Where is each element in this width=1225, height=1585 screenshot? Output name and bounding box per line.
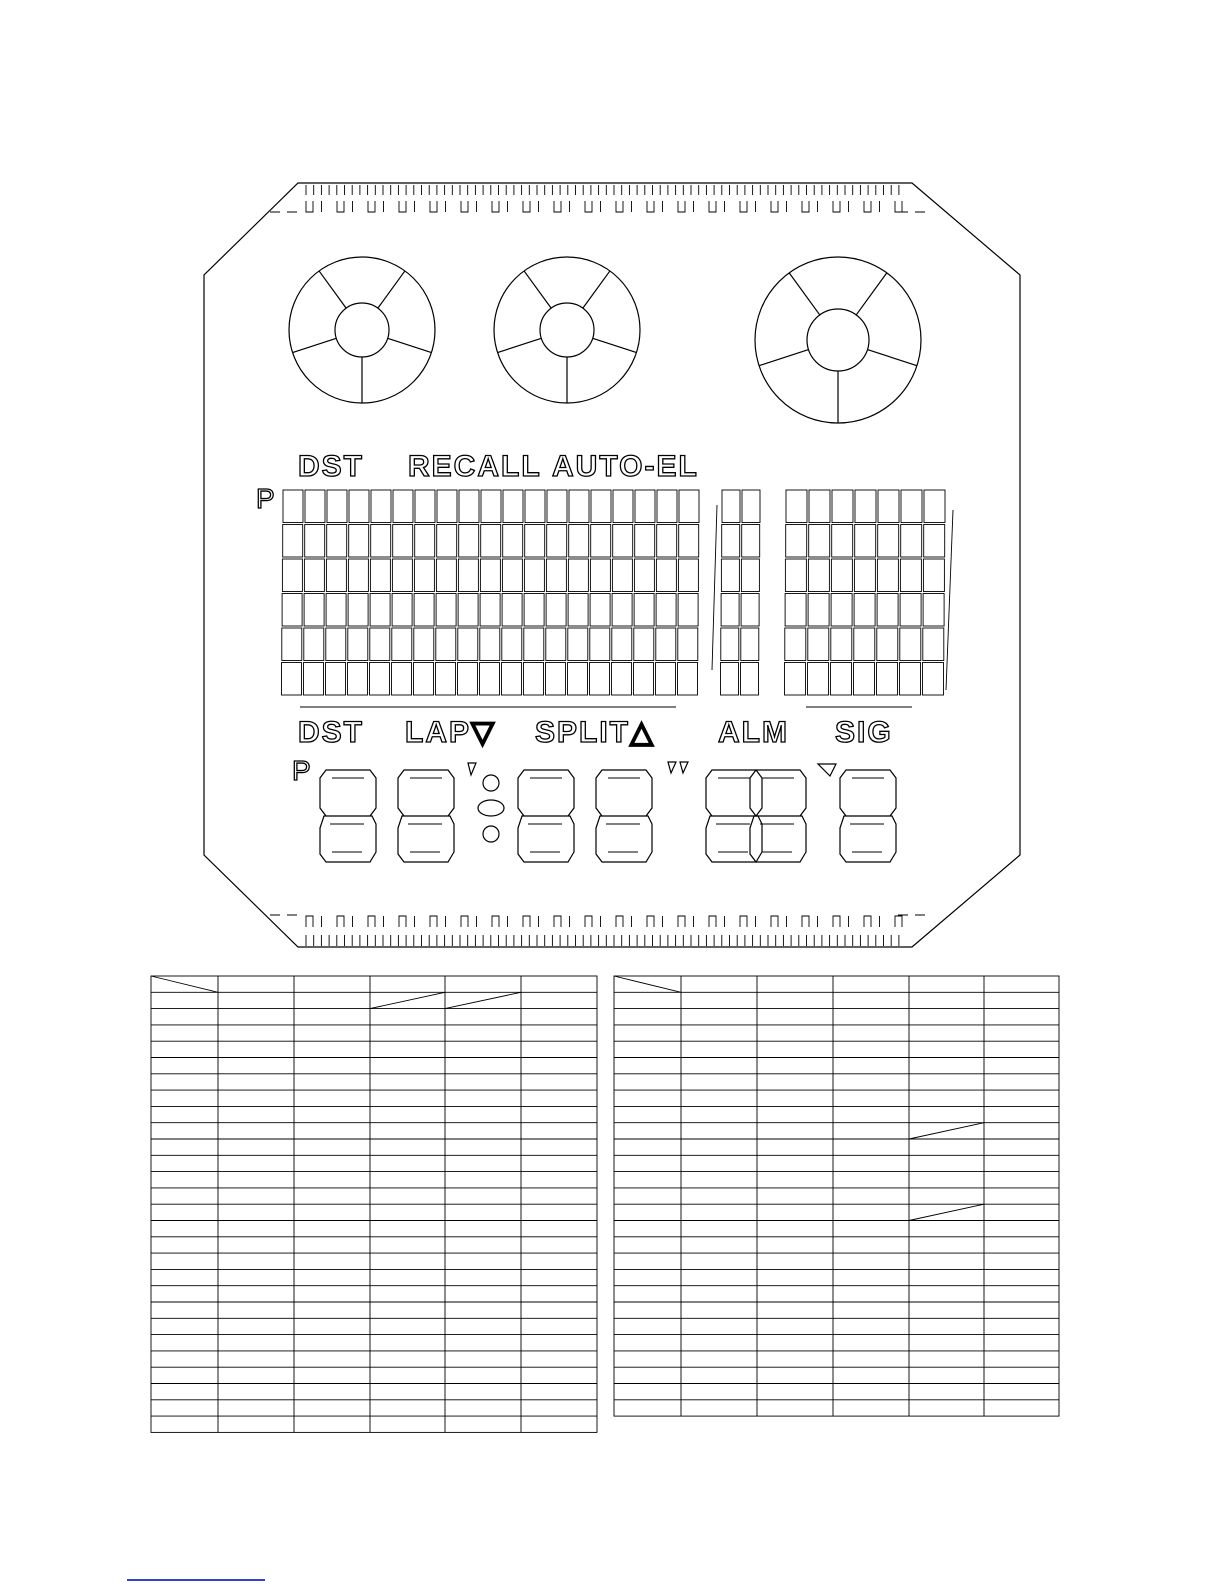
matrix-cell xyxy=(393,525,413,558)
matrix-cell xyxy=(722,490,740,523)
matrix-cell xyxy=(348,559,368,592)
matrix-cell xyxy=(591,525,611,558)
matrix-cell xyxy=(546,628,566,661)
matrix-cell xyxy=(348,628,368,661)
matrix-cell xyxy=(656,628,676,661)
matrix-cell xyxy=(832,490,853,523)
cell-diagonal xyxy=(909,1204,984,1220)
cell-diagonal xyxy=(445,992,521,1008)
matrix-cell xyxy=(437,525,457,558)
pin-row-top xyxy=(270,185,925,212)
segment-line xyxy=(528,778,562,852)
matrix-cell xyxy=(304,594,324,627)
triangle-indicator xyxy=(818,764,836,776)
matrix-cell xyxy=(525,525,545,558)
matrix-cell xyxy=(304,628,324,661)
pin-trace xyxy=(399,916,406,927)
matrix-cell xyxy=(481,490,501,523)
pin-trace xyxy=(678,916,685,927)
matrix-cell xyxy=(877,559,898,592)
table-header-diagonal xyxy=(151,976,218,992)
matrix-cell xyxy=(524,628,544,661)
pin-trace xyxy=(306,201,313,212)
pin-trace xyxy=(461,916,468,927)
matrix-cell xyxy=(634,559,654,592)
matrix-cell xyxy=(678,663,698,696)
matrix-cell xyxy=(283,525,303,558)
matrix-cell xyxy=(480,628,500,661)
matrix-cell xyxy=(741,663,759,696)
matrix-cell xyxy=(304,559,324,592)
matrix-cell xyxy=(678,594,698,627)
matrix-cell xyxy=(282,663,302,696)
matrix-cell xyxy=(656,559,676,592)
matrix-cell xyxy=(613,525,633,558)
pin-trace xyxy=(368,201,375,212)
matrix-cell xyxy=(568,559,588,592)
matrix-cell xyxy=(283,490,303,523)
matrix-cell xyxy=(721,559,739,592)
matrix-cell xyxy=(657,525,677,558)
matrix-cell xyxy=(415,525,435,558)
matrix-cell xyxy=(370,628,390,661)
pin-trace xyxy=(337,201,344,212)
segment-divider xyxy=(293,338,337,352)
second-mark xyxy=(668,762,688,773)
matrix-cell xyxy=(635,525,655,558)
matrix-cell xyxy=(590,663,610,696)
segment-divider xyxy=(856,273,887,315)
matrix-cell xyxy=(305,490,325,523)
matrix-cell xyxy=(634,628,654,661)
segment-line xyxy=(606,778,640,852)
matrix-cell xyxy=(878,525,899,558)
pin-trace xyxy=(647,916,654,927)
matrix-cell xyxy=(348,663,368,696)
dot-matrix-right xyxy=(785,490,946,695)
matrix-cell xyxy=(612,594,632,627)
matrix-cell xyxy=(831,559,852,592)
pin-trace xyxy=(771,201,778,212)
matrix-cell xyxy=(502,628,522,661)
matrix-cell xyxy=(741,559,759,592)
segment-line xyxy=(760,778,794,852)
matrix-cell xyxy=(901,490,922,523)
matrix-cell xyxy=(436,594,456,627)
matrix-cell xyxy=(923,663,944,696)
pin-trace xyxy=(833,201,840,212)
matrix-cell xyxy=(458,594,478,627)
matrix-cell xyxy=(502,559,522,592)
matrix-cell xyxy=(459,490,479,523)
matrix-cell xyxy=(414,594,434,627)
matrix-cell xyxy=(877,594,898,627)
pin-trace xyxy=(461,201,468,212)
matrix-cell xyxy=(459,525,479,558)
pin-trace xyxy=(585,201,592,212)
pin-trace xyxy=(585,916,592,927)
matrix-cell xyxy=(785,628,806,661)
matrix-cell xyxy=(502,663,522,696)
matrix-cell xyxy=(831,628,852,661)
matrix-cell xyxy=(721,663,739,696)
seven-segment-digit xyxy=(596,770,652,862)
segment-table-left xyxy=(151,976,597,1432)
matrix-cell xyxy=(568,628,588,661)
matrix-cell xyxy=(832,525,853,558)
matrix-cell xyxy=(590,628,610,661)
matrix-cell xyxy=(678,628,698,661)
label-p-bottom: P xyxy=(292,755,311,786)
matrix-cell xyxy=(900,628,921,661)
matrix-cell xyxy=(656,663,676,696)
pin-trace xyxy=(802,916,809,927)
matrix-cell xyxy=(503,490,523,523)
matrix-cell xyxy=(831,594,852,627)
matrix-cell xyxy=(568,594,588,627)
matrix-cell xyxy=(282,559,302,592)
matrix-cell xyxy=(901,525,922,558)
matrix-cell xyxy=(414,559,434,592)
matrix-cell xyxy=(305,525,325,558)
matrix-cell xyxy=(348,594,368,627)
matrix-cell xyxy=(480,663,500,696)
pin-trace xyxy=(647,201,654,212)
matrix-cell xyxy=(854,628,875,661)
matrix-cell xyxy=(808,559,829,592)
matrix-cell xyxy=(524,594,544,627)
matrix-cell xyxy=(721,594,739,627)
pin-trace xyxy=(523,916,530,927)
matrix-cell xyxy=(808,663,829,696)
matrix-cell xyxy=(634,594,654,627)
pin-trace xyxy=(430,916,437,927)
matrix-cell xyxy=(923,628,944,661)
matrix-cell xyxy=(392,628,412,661)
matrix-cell xyxy=(657,490,677,523)
matrix-cell xyxy=(371,490,391,523)
label-lap: LAP▽ xyxy=(405,716,497,749)
matrix-cell xyxy=(785,594,806,627)
matrix-cell xyxy=(327,490,347,523)
label-p-top: P xyxy=(256,483,275,514)
matrix-cell xyxy=(591,490,611,523)
seven-segment-digits xyxy=(320,770,896,862)
matrix-cell xyxy=(393,490,413,523)
matrix-cell xyxy=(547,490,567,523)
cell-diagonal xyxy=(370,992,445,1008)
matrix-cell xyxy=(569,490,589,523)
pin-trace xyxy=(740,916,747,927)
segment-divider xyxy=(583,271,610,308)
matrix-cell xyxy=(437,490,457,523)
pin-trace xyxy=(678,201,685,212)
matrix-cell xyxy=(392,559,412,592)
pin-row-bottom xyxy=(270,915,925,946)
segment-divider xyxy=(593,338,637,352)
segment-line xyxy=(716,778,750,852)
pin-trace xyxy=(864,201,871,212)
matrix-cell xyxy=(612,559,632,592)
matrix-cell xyxy=(742,525,760,558)
matrix-cell xyxy=(547,525,567,558)
pin-trace xyxy=(554,201,561,212)
matrix-cell xyxy=(924,490,945,523)
matrix-cell xyxy=(370,559,390,592)
pin-trace xyxy=(895,201,902,212)
matrix-cell xyxy=(436,663,456,696)
dot-matrix-left xyxy=(282,490,700,695)
matrix-cell xyxy=(481,525,501,558)
matrix-cell xyxy=(414,628,434,661)
matrix-cell xyxy=(282,594,302,627)
matrix-cell xyxy=(326,663,346,696)
pin-trace xyxy=(895,916,902,927)
seven-segment-digit xyxy=(398,770,454,862)
matrix-cell xyxy=(568,663,588,696)
pin-trace xyxy=(616,201,623,212)
matrix-cell xyxy=(721,628,739,661)
pin-trace xyxy=(554,916,561,927)
matrix-cell xyxy=(304,663,324,696)
matrix-cell xyxy=(546,559,566,592)
matrix-cell xyxy=(809,525,830,558)
matrix-cell xyxy=(900,594,921,627)
matrix-cell xyxy=(370,594,390,627)
matrix-cell xyxy=(415,490,435,523)
matrix-cell xyxy=(392,594,412,627)
matrix-cell xyxy=(349,525,369,558)
matrix-cell xyxy=(546,663,566,696)
dot-matrix-middle xyxy=(721,490,761,695)
matrix-cell xyxy=(785,559,806,592)
matrix-cell xyxy=(900,663,921,696)
label-split: SPLIT△ xyxy=(535,716,656,749)
colon-indicator xyxy=(478,775,504,842)
matrix-cell xyxy=(436,628,456,661)
matrix-cell xyxy=(741,594,759,627)
matrix-cell xyxy=(809,490,830,523)
segment-divider xyxy=(319,271,346,308)
table-header-diagonal xyxy=(614,976,681,992)
matrix-cell xyxy=(546,594,566,627)
label-recall: RECALL xyxy=(408,450,542,483)
matrix-cell xyxy=(326,594,346,627)
pin-trace xyxy=(399,201,406,212)
seven-segment-digit xyxy=(320,770,376,862)
matrix-cell xyxy=(612,663,632,696)
matrix-cell xyxy=(326,628,346,661)
pin-trace xyxy=(616,916,623,927)
matrix-cell xyxy=(634,663,654,696)
segment-divider xyxy=(378,271,405,308)
matrix-cell xyxy=(785,663,806,696)
matrix-cell xyxy=(786,490,807,523)
seven-segment-digit xyxy=(518,770,574,862)
matrix-cell xyxy=(831,663,852,696)
matrix-cell xyxy=(679,490,699,523)
label-dst-top: DST xyxy=(298,450,364,483)
matrix-cell xyxy=(877,628,898,661)
segment-divider xyxy=(759,350,808,366)
pin-trace xyxy=(368,916,375,927)
label-alm: ALM xyxy=(718,716,789,749)
segmented-circle-icon xyxy=(755,257,921,423)
pin-trace xyxy=(492,201,499,212)
matrix-cell xyxy=(371,525,391,558)
matrix-cell xyxy=(613,490,633,523)
segment-divider xyxy=(388,338,432,352)
segment-divider xyxy=(789,273,820,315)
pin-trace xyxy=(864,916,871,927)
matrix-cell xyxy=(855,490,876,523)
matrix-cell xyxy=(679,525,699,558)
matrix-cell xyxy=(656,594,676,627)
segment-line xyxy=(850,778,884,852)
segment-divider xyxy=(867,350,916,366)
matrix-cell xyxy=(808,628,829,661)
matrix-cell xyxy=(900,559,921,592)
matrix-cell xyxy=(855,525,876,558)
segment-table-right xyxy=(614,976,1059,1416)
matrix-cell xyxy=(458,559,478,592)
pin-trace xyxy=(802,201,809,212)
matrix-cell xyxy=(924,525,945,558)
matrix-cell xyxy=(854,663,875,696)
segmented-circle-icon xyxy=(494,257,640,403)
matrix-cell xyxy=(877,663,898,696)
segment-line xyxy=(408,778,442,852)
label-auto-el: AUTO-EL xyxy=(552,450,699,483)
matrix-cell xyxy=(635,490,655,523)
matrix-cell xyxy=(923,559,944,592)
pin-trace xyxy=(523,201,530,212)
pin-trace xyxy=(492,916,499,927)
matrix-cell xyxy=(524,663,544,696)
matrix-cell xyxy=(612,628,632,661)
matrix-cell xyxy=(436,559,456,592)
seven-segment-digit xyxy=(750,770,806,862)
matrix-cell xyxy=(854,594,875,627)
matrix-cell xyxy=(480,559,500,592)
matrix-cell xyxy=(502,594,522,627)
minute-mark xyxy=(468,763,476,775)
pin-trace xyxy=(740,201,747,212)
matrix-cell xyxy=(414,663,434,696)
segmented-circle-icon xyxy=(289,257,435,403)
matrix-cell xyxy=(569,525,589,558)
matrix-cell xyxy=(392,663,412,696)
segment-divider xyxy=(524,271,551,308)
label-dst-bottom: DST xyxy=(298,716,364,749)
matrix-cell xyxy=(854,559,875,592)
matrix-cell xyxy=(480,594,500,627)
matrix-cell xyxy=(923,594,944,627)
pin-trace xyxy=(771,916,778,927)
pin-trace xyxy=(430,201,437,212)
matrix-cell xyxy=(524,559,544,592)
matrix-cell xyxy=(678,559,698,592)
matrix-cell xyxy=(458,628,478,661)
matrix-cell xyxy=(326,559,346,592)
matrix-cell xyxy=(282,628,302,661)
seven-segment-digit xyxy=(840,770,896,862)
matrix-cell xyxy=(786,525,807,558)
matrix-cell xyxy=(590,559,610,592)
pin-trace xyxy=(337,916,344,927)
pin-trace xyxy=(709,201,716,212)
matrix-cell xyxy=(327,525,347,558)
matrix-cell xyxy=(503,525,523,558)
matrix-cell xyxy=(370,663,390,696)
matrix-cell xyxy=(525,490,545,523)
matrix-cell xyxy=(878,490,899,523)
pin-trace xyxy=(306,916,313,927)
matrix-cell xyxy=(741,628,759,661)
pin-trace xyxy=(709,916,716,927)
label-sig: SIG xyxy=(835,716,893,749)
pin-trace xyxy=(833,916,840,927)
matrix-cell xyxy=(349,490,369,523)
segment-divider xyxy=(498,338,542,352)
matrix-cell xyxy=(742,490,760,523)
matrix-cell xyxy=(722,525,740,558)
cell-diagonal xyxy=(909,1123,984,1139)
matrix-cell xyxy=(590,594,610,627)
matrix-cell xyxy=(458,663,478,696)
matrix-cell xyxy=(808,594,829,627)
segment-line xyxy=(330,778,364,852)
